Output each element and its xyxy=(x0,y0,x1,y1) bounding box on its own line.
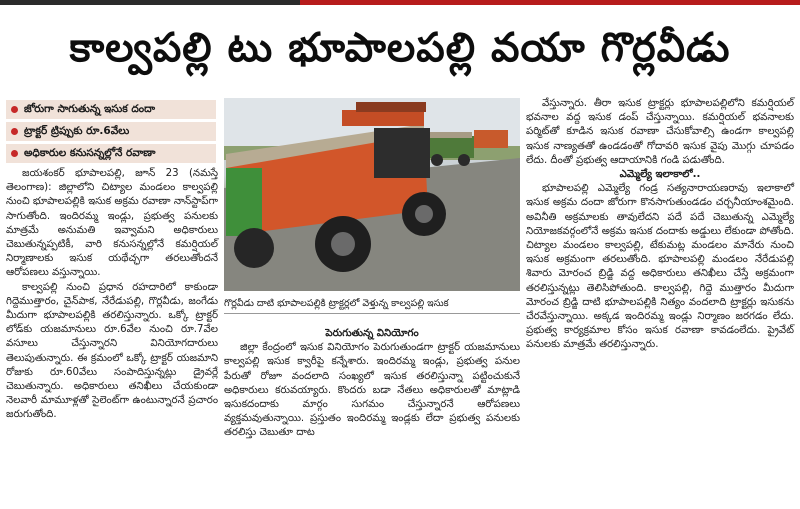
paragraph: కాల్వపల్లి నుంచి ప్రధాన రహదారిలో కాకుండా గిద్దెముత్తారం, చైన్‌పాక, నేరేడుపల్లి, గొర్లవీడు, జంగేడు మీదుగా భూపాలపల్లికి తరలిస్తున్నారు. ఒక్కో ట్రాక్టర్ లోడ్‌కు యజమానులు రూ.6వేల నుంచి రూ.7వేల వసూలు చేస్తున్నారని వినియోగదారులు తెలుపుతున్నారు. ఈ క్రమంలో ఒక్కో ట్రాక్టర్ యజమాని రోజుకు రూ.60వేలు సంపాదిస్తున్నట్లు డ్రైవర్లే చెబుతున్నారు. అధికారులు తనిఖీలు చేయకుండా నెలవారీ మామూళ్లతో సైలెంట్‌గా ఉంటున్నారనే ప్రచారం జరుగుతోంది. xyxy=(6,281,218,421)
highlight-item xyxy=(6,144,216,163)
tractors-image xyxy=(224,98,520,291)
highlights-box xyxy=(6,100,216,166)
highlight-text: ట్రాక్టర్ ట్రిప్పుకు రూ.6వేలు xyxy=(24,125,130,137)
bullet-dot-icon xyxy=(11,106,18,113)
photo-caption: గొర్లవీడు దాటి భూపాలపల్లికి ట్రాక్టర్లలో వెళ్తున్న కాల్వపల్లి ఇసుక xyxy=(224,297,520,314)
paragraph: భూపాలపల్లి ఎమ్మెల్యే గండ్ర సత్యనారాయణరావు ఇలాకాలో ఇసుక అక్రమ దందా జోరుగా కొనసాగుతుండడం చర్చనీయాంశమైంది. అవినీతి అక్రమాలకు తావులేదని పదే పదే చెబుతున్న ఎమ్మెల్యే నియోజకవర్గంలోనే అక్రమ ఇసుక దందాకు అడ్డులు లేకుండా పోతోంది. చిట్యాల మండలం కాల్వపల్లి, టేకుమట్ల మండలం మానేరు నుంచి ఇసుక అక్రమంగా తరలుతోంది. భూపాలపల్లి మండలం నేరేడుపల్లి శివారు మోరంచ బ్రిడ్జి వద్ద అధికారులు తనిఖీలు చేస్తే అక్రమంగా తరలిస్తున్నట్లు తెలిసిపోతుంది. కాల్వపల్లి, గిద్దె ముత్తారం మీదుగా మోరంచ బ్రిడ్జి దాటి భూపాలపల్లికి నిత్యం వందలాది ట్రాక్టర్లు ఇసుకను చేరవేస్తున్నాయి. అక్కడ ఇందిరమ్మ ఇండ్లు నిర్మాణం జరగడం లేదు. ప్రభుత్వ కార్యక్రమాల కోసం ఇసుక రవాణా కావడంలేదు. ప్రైవేట్ పనులకు మాత్రమే తరలిస్తున్నారు. xyxy=(526,183,794,351)
paragraph: జయశంకర్ భూపాలపల్లి, జూన్ 23 (నమస్తే తెలంగాణ): జిల్లాలోని చిట్యాల మండలం కాల్వపల్లి నుంచి భూపాలపల్లికి ఇసుక అక్రమ రవాణా నాన్‌స్టాప్‌గా సాగుతోంది. ఇందిరమ్మ ఇండ్లు, ప్రభుత్వ పనులకు మాత్రమే అనుమతి ఇవ్వామని అధికారులు చెబుతున్నప్పటికీ, వారి కనుసన్నల్లోనే కమర్షియల్ నిర్మాణాలకు ఇసుక యథేచ్ఛగా తరలుతోందనే ఆరోపణలు వస్తున్నాయి. xyxy=(6,168,218,279)
paragraph: వేస్తున్నారు. తీరా ఇసుక ట్రాక్టర్లు భూపాలపల్లిలోని కమర్షియల్ భవనాల వద్ద ఇసుక డంప్ చేస్తున్నాయి. కమర్షియల్ భవనాలకు పర్మిట్‌తో కూడిన ఇసుక రవాణా చేసుకోవాల్సి ఉండగా కాల్వపల్లి ఇసుక నాణ్యతతో ఉండడంతో గోదావరి ఇసుక వైపు మొగ్గు చూపడం లేదు. దీంతో ప్రభుత్వ ఆదాయానికి గండి పడుతోంది. xyxy=(526,98,794,166)
highlight-item xyxy=(6,122,216,141)
paragraph: జిల్లా కేంద్రంలో ఇసుక వినియోగం పెరుగుతుండగా ట్రాక్టర్ యజమానులు కాల్వపల్లి ఇసుక క్వారీపై కన్నేశారు. ఇందిరమ్మ ఇండ్లు, ప్రభుత్వ పనుల పేరుతో రోజూ వందలాది సంఖ్యలో ఇసుక తరలిస్తున్నా పట్టించుకునే అధికారులు కరువయ్యారు. కొందరు బడా నేతలు అధికారులతో మాట్లాడి ఇసుకదందాకు మార్గం సుగమం చేస్తున్నారనే ఆరోపణలు వ్యక్తమవుతున్నాయి. ప్రస్తుతం ఇందిరమ్మ ఇండ్లకు లేదా ప్రభుత్వ పనులకు తరలిస్తు చెబుతూ దాట xyxy=(224,342,520,439)
top-rule xyxy=(0,0,800,5)
article-column-1 xyxy=(6,167,218,423)
article-column-2 xyxy=(224,327,520,441)
bullet-dot-icon xyxy=(11,150,18,157)
headline: కాల్వపల్లి టు భూపాలపల్లి వయా గొర్లవీడు xyxy=(69,25,731,71)
highlight-text: జోరుగా సాగుతున్న ఇసుక దందా xyxy=(24,103,156,115)
top-rule-accent xyxy=(300,0,800,5)
article-column-3 xyxy=(526,97,794,353)
news-photo xyxy=(224,98,520,291)
subheading: ఎమ్మెల్యే ఇలాకాలో.. xyxy=(619,169,701,181)
highlight-item xyxy=(6,100,216,119)
bullet-dot-icon xyxy=(11,128,18,135)
highlight-text: అధికారుల కనుసన్నల్లోనే రవాణా xyxy=(24,147,156,159)
subheading: పెరుగుతున్న వినియోగం xyxy=(325,328,419,339)
